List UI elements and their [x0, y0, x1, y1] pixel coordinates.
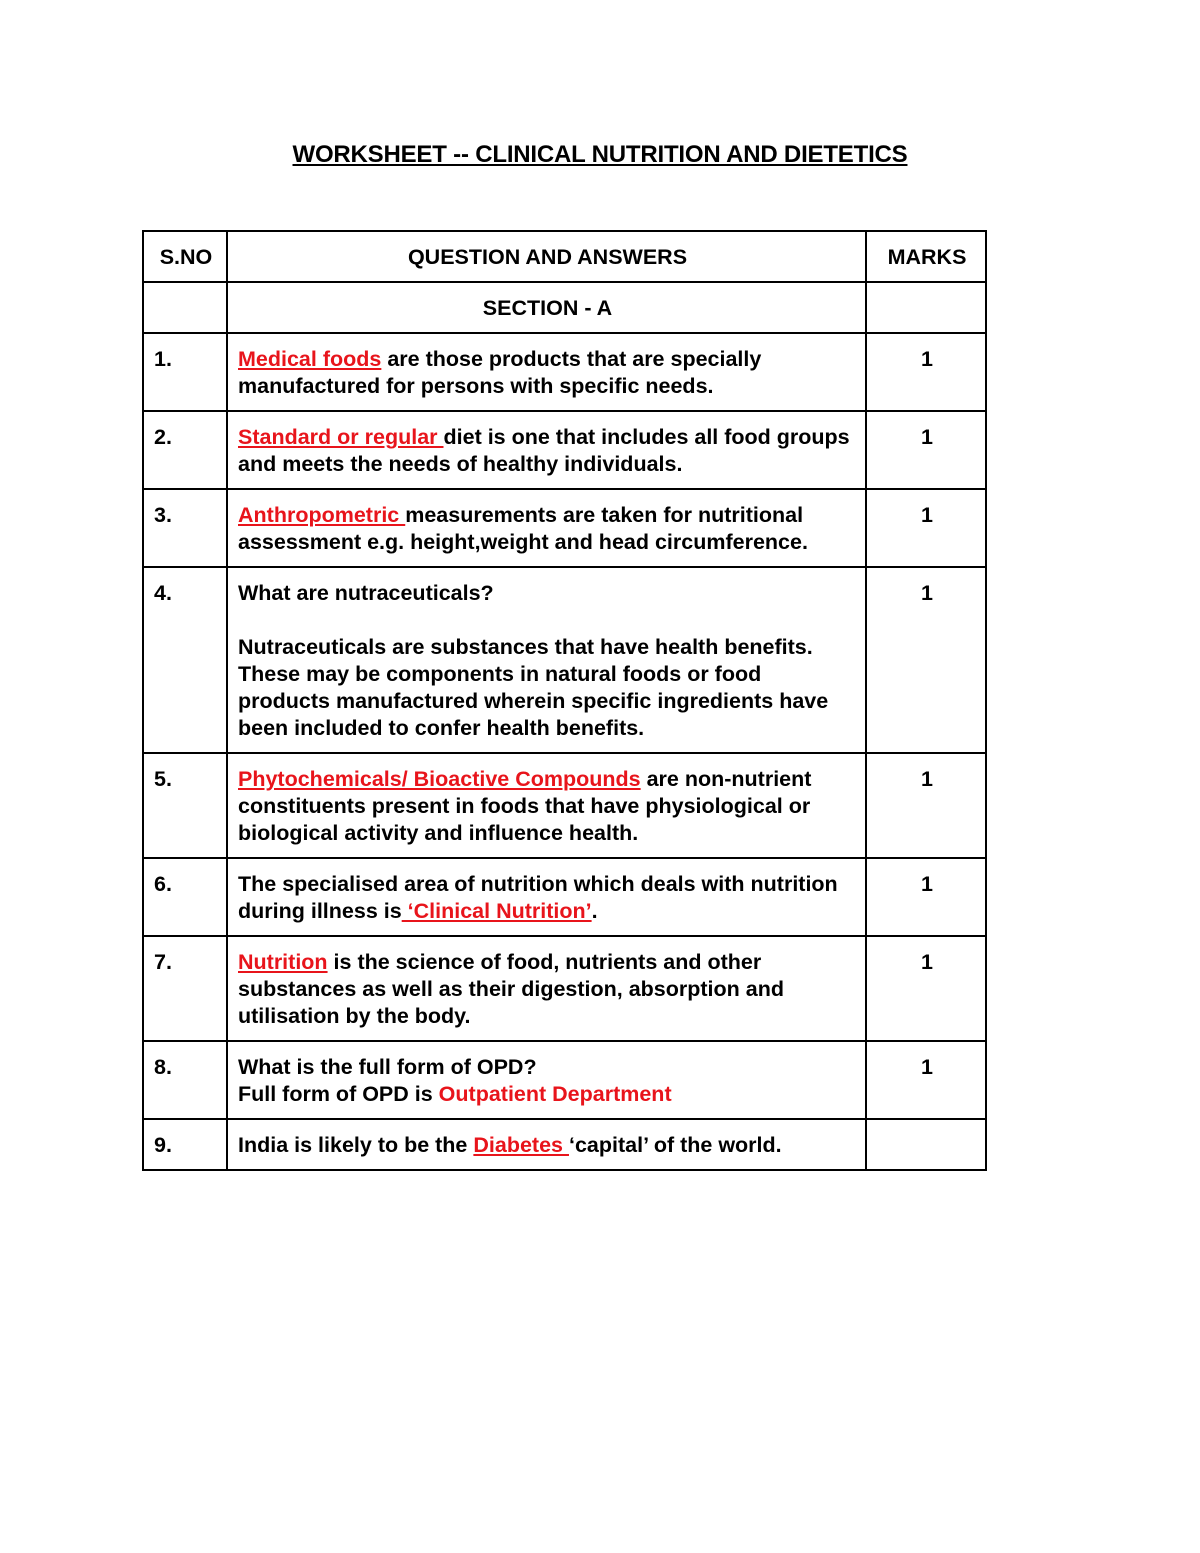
section-sno-cell — [143, 282, 227, 333]
header-sno: S.NO — [143, 231, 227, 282]
statement-text: diet is one that includes all food groups and meets the needs of healthy individuals. — [238, 425, 850, 476]
table-row — [143, 753, 986, 858]
answer-text: Nutrition — [238, 950, 328, 974]
answer-text: ‘Clinical Nutrition’ — [401, 899, 592, 923]
row-marks: 1 — [866, 411, 986, 489]
section-marks-cell — [866, 282, 986, 333]
row-content — [227, 936, 866, 1041]
row-number: 3. — [143, 489, 227, 567]
row-content — [227, 489, 866, 567]
answer-text: Anthropometric — [238, 503, 406, 527]
row-marks: 1 — [866, 858, 986, 936]
row-number: 7. — [143, 936, 227, 1041]
statement-text: is the science of food, nutrients and other substances as well as their digestion, absorption and utilisation by the body. — [238, 950, 784, 1028]
question-text: What is the full form of OPD? — [238, 1055, 537, 1079]
table-row — [143, 411, 986, 489]
answer-text: Phytochemicals/ Bioactive Compounds — [238, 767, 641, 791]
row-marks: 1 — [866, 936, 986, 1041]
header-row — [143, 231, 986, 282]
answer-text: Outpatient Department — [438, 1082, 672, 1106]
table-row — [143, 489, 986, 567]
answer-text: Standard or regular — [238, 425, 444, 449]
row-marks — [866, 1119, 986, 1170]
statement-text: The specialised area of nutrition which deals with nutrition during illness is — [238, 872, 838, 923]
row-number: 4. — [143, 567, 227, 753]
header-marks: MARKS — [866, 231, 986, 282]
row-content — [227, 567, 866, 753]
table-row — [143, 858, 986, 936]
row-marks: 1 — [866, 1041, 986, 1119]
statement-text: India is likely to be the — [238, 1133, 474, 1157]
row-number: 5. — [143, 753, 227, 858]
table-row — [143, 333, 986, 411]
row-number: 1. — [143, 333, 227, 411]
statement-text: are non-nutrient constituents present in foods that have physiological or biological activity and influence health. — [238, 767, 812, 845]
row-marks: 1 — [866, 753, 986, 858]
table-row — [143, 567, 986, 753]
answer-text: Diabetes — [473, 1133, 569, 1157]
section-row — [143, 282, 986, 333]
section-label: SECTION - A — [227, 282, 866, 333]
row-marks: 1 — [866, 333, 986, 411]
row-number: 9. — [143, 1119, 227, 1170]
row-number: 8. — [143, 1041, 227, 1119]
row-content — [227, 411, 866, 489]
row-number: 2. — [143, 411, 227, 489]
row-number: 6. — [143, 858, 227, 936]
statement-text: measurements are taken for nutritional assessment e.g. height,weight and head circumference. — [238, 503, 808, 554]
question-text: What are nutraceuticals? — [238, 581, 494, 605]
row-content — [227, 333, 866, 411]
statement-text: are those products that are specially manufactured for persons with specific needs. — [238, 347, 762, 398]
statement-tail: . — [591, 899, 598, 923]
row-content — [227, 1041, 866, 1119]
table-row — [143, 1041, 986, 1119]
row-marks: 1 — [866, 567, 986, 753]
row-marks: 1 — [866, 489, 986, 567]
row-content — [227, 753, 866, 858]
row-content — [227, 858, 866, 936]
row-content — [227, 1119, 866, 1170]
header-question-answers: QUESTION AND ANSWERS — [227, 231, 866, 282]
statement-text: Nutraceuticals are substances that have health benefits. These may be components in natural foods or food products manufactured wherein specific ingredients have been included to confer health benefits. — [238, 635, 829, 740]
worksheet-table — [142, 230, 987, 1171]
statement-text: Full form of OPD is — [238, 1082, 439, 1106]
answer-text: Medical foods — [238, 347, 382, 371]
table-row — [143, 1119, 986, 1170]
page-title: WORKSHEET -- CLINICAL NUTRITION AND DIETETICS — [292, 141, 908, 168]
table-row — [143, 936, 986, 1041]
statement-tail: ‘capital’ of the world. — [568, 1133, 782, 1157]
